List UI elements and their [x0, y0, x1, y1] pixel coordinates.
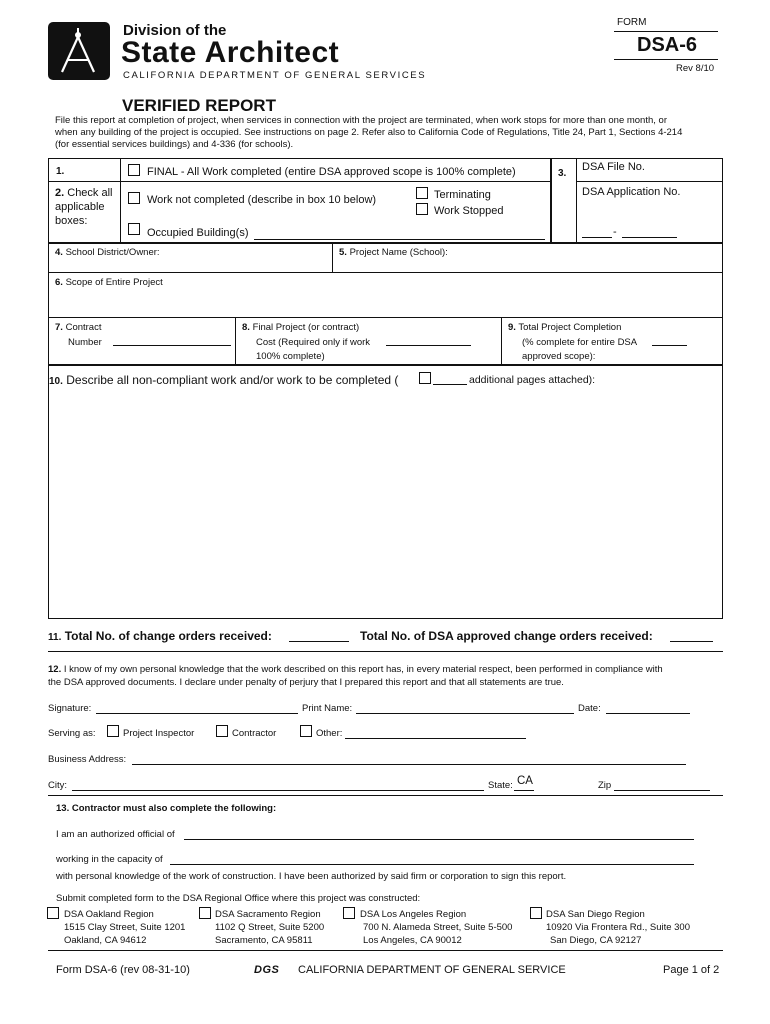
change-orders-field[interactable] — [289, 630, 349, 642]
page-title: VERIFIED REPORT — [122, 96, 276, 115]
occupied-buildings-checkbox[interactable] — [128, 223, 140, 235]
other-checkbox[interactable] — [300, 725, 312, 737]
logo-department-text: CALIFORNIA DEPARTMENT OF GENERAL SERVICES — [123, 70, 427, 81]
regions-rule — [48, 950, 723, 951]
form-number-rule-top — [614, 31, 718, 32]
signature-label: Signature: — [48, 703, 92, 714]
region-los-angeles-checkbox[interactable] — [343, 907, 355, 919]
completion-label-b: (% complete for entire DSA — [522, 337, 638, 348]
form-number-rule-bottom — [614, 59, 718, 60]
contractor-heading: Contractor must also complete the following: — [71, 803, 277, 814]
zip-field[interactable] — [614, 779, 710, 791]
completion-percent-field[interactable] — [652, 334, 687, 346]
region-oakland-city: Oakland, CA 94612 — [64, 935, 147, 946]
section-1-number: 1. — [56, 166, 65, 177]
additional-pages-label: additional pages attached): — [469, 374, 596, 386]
authorized-official-label: I am an authorized official of — [56, 829, 175, 840]
contractor-label: Contractor — [232, 728, 277, 739]
region-sacramento-name: DSA Sacramento Region — [215, 909, 321, 920]
work-not-completed-checkbox[interactable] — [128, 192, 140, 204]
other-field[interactable] — [345, 727, 526, 739]
city-label: City: — [48, 780, 67, 791]
section-11-label — [48, 629, 272, 644]
footer-form-rev: Form DSA-6 (rev 08-31-10) — [56, 964, 190, 976]
application-no-separator: - — [613, 226, 617, 238]
region-oakland-name: DSA Oakland Region — [64, 909, 154, 920]
date-label: Date: — [578, 703, 601, 714]
intro-line-1: File this report at completion of project, when services in connection with the project are terminated, when work stops for more than one month, or — [55, 115, 667, 126]
city-field[interactable] — [72, 779, 484, 791]
additional-pages-checkbox[interactable] — [419, 372, 431, 384]
section-3-num-divider — [576, 158, 577, 243]
region-sacramento-checkbox[interactable] — [199, 907, 211, 919]
region-sacramento-city: Sacramento, CA 95811 — [215, 935, 313, 946]
section-1-label-divider — [120, 158, 121, 243]
school-district-label: School District/Owner: — [65, 247, 160, 258]
section-7-8-divider — [235, 317, 236, 365]
section-7-number: 7. — [55, 322, 63, 333]
region-san-diego-city: San Diego, CA 92127 — [550, 935, 642, 946]
zip-label: Zip — [598, 780, 612, 791]
section-13-number: 13. — [56, 803, 70, 814]
region-los-angeles-street: 700 N. Alameda Street, Suite 5-500 — [363, 922, 513, 933]
dsa-file-no-label: DSA File No. — [582, 161, 645, 173]
section-10-label — [49, 373, 398, 388]
section-12-number: 12. — [48, 664, 62, 675]
section-4-label — [55, 247, 160, 258]
region-oakland-street: 1515 Clay Street, Suite 1201 — [64, 922, 186, 933]
other-label: Other: — [316, 728, 343, 739]
completion-label-a: Total Project Completion — [518, 322, 622, 333]
intro-line-2: when any building of the project is occupied. See instructions on page 2. Refer also to California Code of Regulations, Title 24, Part 1, Sections 4-214 — [55, 127, 683, 138]
section-2-label-b: applicable — [55, 201, 105, 213]
section-10-number: 10. — [49, 376, 63, 387]
work-stopped-label: Work Stopped — [434, 205, 504, 217]
authorized-official-field[interactable] — [184, 828, 694, 840]
terminating-label: Terminating — [434, 189, 491, 201]
capacity-label: working in the capacity of — [56, 854, 163, 865]
final-label: FINAL - All Work completed (entire DSA approved scope is 100% complete) — [147, 166, 516, 178]
terminating-checkbox[interactable] — [416, 187, 428, 199]
project-inspector-checkbox[interactable] — [107, 725, 119, 737]
project-name-label: Project Name (School): — [349, 247, 448, 258]
final-checkbox[interactable] — [128, 164, 140, 176]
business-address-field[interactable] — [132, 753, 686, 765]
section-2-label — [55, 186, 113, 228]
section-1-2-divider — [48, 181, 121, 182]
final-cost-field[interactable] — [386, 334, 471, 346]
section-9-number: 9. — [508, 322, 516, 333]
dsa-logo — [48, 22, 110, 80]
completion-label-c: approved scope): — [522, 351, 596, 362]
contract-number-label: Number — [68, 337, 102, 348]
dgs-logo: DGS — [254, 964, 280, 976]
region-sacramento-street: 1102 Q Street, Suite 5200 — [215, 922, 325, 933]
work-stopped-checkbox[interactable] — [416, 203, 428, 215]
statement-line-a: I know of my own personal knowledge that the work described on this report has, in every material respect, been performed in compliance with — [63, 664, 663, 675]
region-san-diego-checkbox[interactable] — [530, 907, 542, 919]
section-8-9-divider — [501, 317, 502, 365]
region-san-diego-street: 10920 Via Frontera Rd., Suite 300 — [546, 922, 691, 933]
region-oakland-checkbox[interactable] — [47, 907, 59, 919]
business-address-label: Business Address: — [48, 754, 127, 765]
approved-change-orders-label: Total No. of DSA approved change orders received: — [360, 629, 653, 643]
dsa-application-no-label: DSA Application No. — [582, 186, 681, 198]
section-11-number: 11. — [48, 632, 62, 643]
signature-field[interactable] — [96, 702, 298, 714]
section-8-label-a — [242, 322, 359, 333]
compass-drafting-icon — [48, 22, 110, 80]
print-name-field[interactable] — [356, 702, 574, 714]
knowledge-statement: with personal knowledge of the work of construction. I have been authorized by said firm or corporation to sign this report. — [56, 871, 567, 882]
section-12-statement-a — [48, 664, 663, 675]
state-value[interactable]: CA — [517, 775, 533, 787]
logo-division-text: Division of the — [123, 22, 227, 39]
section-5-label — [339, 247, 448, 258]
serving-as-label: Serving as: — [48, 728, 96, 739]
state-field-line — [514, 790, 534, 791]
section-4-number: 4. — [55, 247, 63, 258]
region-los-angeles-name: DSA Los Angeles Region — [360, 909, 467, 920]
application-no-prefix-field[interactable] — [582, 226, 612, 238]
section-2-label-c: boxes: — [55, 215, 88, 227]
scope-label: Scope of Entire Project — [65, 277, 163, 288]
form-number: DSA-6 — [637, 34, 698, 56]
section-1-row-divider — [120, 181, 551, 182]
work-not-completed-label: Work not completed (describe in box 10 below) — [147, 194, 377, 206]
scope-field[interactable] — [52, 290, 718, 314]
additional-pages-count-field[interactable] — [433, 373, 467, 385]
section-6-label — [55, 277, 163, 288]
section-13-heading — [56, 803, 276, 814]
section-7-label-a — [55, 322, 101, 333]
final-cost-label-a: Final Project (or contract) — [252, 322, 360, 333]
region-san-diego-name: DSA San Diego Region — [546, 909, 645, 920]
revision-label: Rev 8/10 — [676, 63, 715, 74]
submit-instructions: Submit completed form to the DSA Regional Office where this project was constructed: — [56, 893, 421, 904]
approved-change-orders-field[interactable] — [670, 630, 713, 642]
contract-label: Contract — [65, 322, 102, 333]
logo-state-architect-text: State Architect — [121, 36, 340, 69]
contractor-checkbox[interactable] — [216, 725, 228, 737]
intro-line-3: (for essential services buildings) and 4-336 (for schools). — [55, 139, 294, 150]
final-cost-label-c: 100% complete) — [256, 351, 325, 362]
section-2-label-a: Check all — [67, 187, 113, 199]
describe-work-label: Describe all non-compliant work and/or work to be completed ( — [66, 373, 399, 387]
section-5-number: 5. — [339, 247, 347, 258]
section-9-label-a — [508, 322, 621, 333]
section-3-row-divider — [576, 181, 723, 182]
final-cost-label-b: Cost (Required only if work — [256, 337, 371, 348]
footer-department: CALIFORNIA DEPARTMENT OF GENERAL SERVICE — [298, 964, 566, 976]
describe-work-field[interactable] — [52, 392, 718, 614]
date-field[interactable] — [606, 702, 690, 714]
section-8-number: 8. — [242, 322, 250, 333]
form-label: FORM — [617, 17, 647, 28]
footer-page-number: Page 1 of 2 — [663, 964, 720, 976]
contract-number-field[interactable] — [113, 334, 231, 346]
section-4-5-divider — [332, 243, 333, 273]
section-12-rule — [48, 795, 723, 796]
occupied-buildings-label: Occupied Building(s) — [147, 227, 249, 239]
capacity-field[interactable] — [170, 853, 694, 865]
section-12-statement-b: the DSA approved documents. I declare under penalty of perjury that I prepared this report and that all statements are true. — [48, 677, 564, 688]
section-2-number: 2. — [55, 187, 65, 199]
state-label: State: — [488, 780, 513, 791]
application-no-suffix-field[interactable] — [622, 226, 677, 238]
occupied-buildings-field[interactable] — [254, 228, 545, 240]
project-inspector-label: Project Inspector — [123, 728, 195, 739]
change-orders-label: Total No. of change orders received: — [64, 629, 272, 643]
print-name-label: Print Name: — [302, 703, 353, 714]
section-6-number: 6. — [55, 277, 63, 288]
section-11-rule — [48, 651, 723, 652]
region-los-angeles-city: Los Angeles, CA 90012 — [363, 935, 462, 946]
section-3-number: 3. — [558, 168, 567, 179]
